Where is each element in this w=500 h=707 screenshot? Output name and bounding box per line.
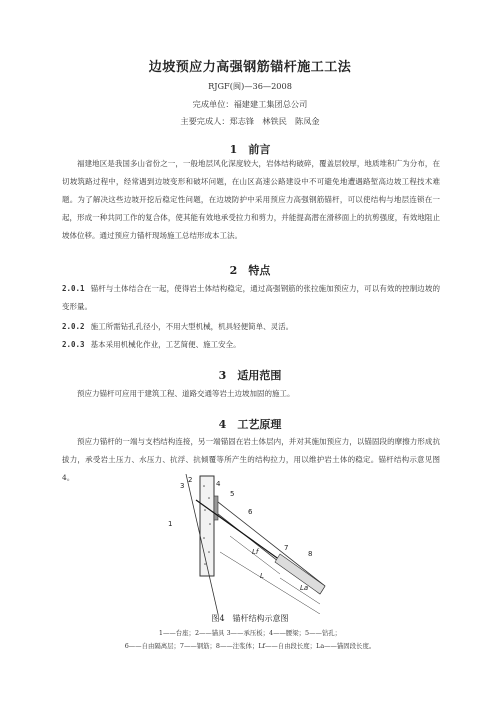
feature-number: 2.0.2 — [62, 322, 85, 331]
feature-item — [62, 336, 440, 354]
figure-label-1: 1 — [168, 520, 173, 528]
feature-item — [62, 280, 440, 316]
drill-hole-top — [218, 502, 325, 586]
feature-text: 锚杆与土体结合在一起，使得岩土体结构稳定，通过高强钢筋的张拉施加预应力，可以有效的控制边坡的变形量。 — [62, 284, 440, 311]
principle-paragraph: 预应力锚杆的一端与支档结构连接，另一端锚固在岩土体层内，并对其施加预应力，以锚固段的摩擦力形成抗拔力，承受岩土压力、水压力、抗浮、抗倾覆等所产生的结构拉力，用以维护岩土体的稳定。锚杆结构示意见图4。 — [62, 437, 440, 482]
figure-label-l: L — [260, 572, 264, 580]
figure-legend-line-1: 1——台座；2——锚具 3——承压板；4——腰梁；5——钻孔； — [158, 629, 342, 637]
anchor-structure-figure — [160, 474, 340, 614]
figure-label-6: 6 — [248, 508, 253, 516]
feature-number: 2.0.1 — [62, 284, 85, 293]
scope-paragraph: 预应力锚杆可应用于建筑工程、道路交通等岩土边坡加固的施工。 — [77, 389, 295, 398]
bearing-plate — [214, 496, 218, 520]
figure-legend-line-2: 6——自由隔离层；7——钢筋；8——注浆体；Lf——自由段长度；La——锚固段长度。 — [124, 642, 376, 650]
feature-number: 2.0.3 — [62, 340, 85, 349]
feature-item — [62, 318, 440, 336]
section-heading-features: 2 特点 — [229, 264, 271, 277]
standard-code: RJGF(闽)—36—2008 — [208, 81, 292, 91]
figure-label-la: La — [300, 584, 309, 592]
figure-label-8: 8 — [308, 550, 313, 558]
feature-text: 施工所需钻孔孔径小，不用大型机械，机具轻便简单、灵活。 — [90, 322, 294, 331]
completion-unit: 完成单位：福建建工集团总公司 — [192, 99, 308, 109]
section-heading-principle: 4 工艺原理 — [218, 418, 282, 431]
figure-label-2: 2 — [188, 476, 193, 484]
figure-label-7: 7 — [284, 544, 289, 552]
document-title: 边坡预应力高强钢筋锚杆施工工法 — [148, 60, 352, 75]
feature-text: 基本采用机械化作业，工艺简便、施工安全。 — [90, 340, 241, 349]
main-authors: 主要完成人：郑志锋 林铁民 陈凤金 — [180, 116, 320, 126]
figure-label-4: 4 — [216, 480, 221, 488]
figure-caption: 图4 锚杆结构示意图 — [211, 614, 289, 623]
figure-label-lf: Lf — [252, 548, 259, 556]
section-heading-preface: 1 前言 — [229, 143, 271, 156]
preface-paragraph: 福建地区是我国多山省份之一，一般地层风化深度较大，岩体结构破碎，覆盖层较厚，地质堆积广为分布，在切坡筑路过程中，经常遇到边坡变形和破坏问题，在山区高速公路建设中不可避免地遭遇路堑高边坡工程技术难题。为了解决这些边坡开挖后稳定性问题，在边坡防护中采用预应力高强钢筋锚杆，可以使结构与地层连锁在一起，形成一种共同工作的复合体，使其能有效地承受拉力和剪力，并能提高潜在滑移面上的抗剪强度，有效地阻止坡体位移。通过预应力锚杆现场施工总结形成本工法。 — [62, 159, 440, 240]
waler-block — [200, 476, 214, 576]
figure-label-5: 5 — [230, 490, 235, 498]
figure-label-3: 3 — [180, 482, 185, 490]
section-heading-scope: 3 适用范围 — [218, 369, 282, 382]
